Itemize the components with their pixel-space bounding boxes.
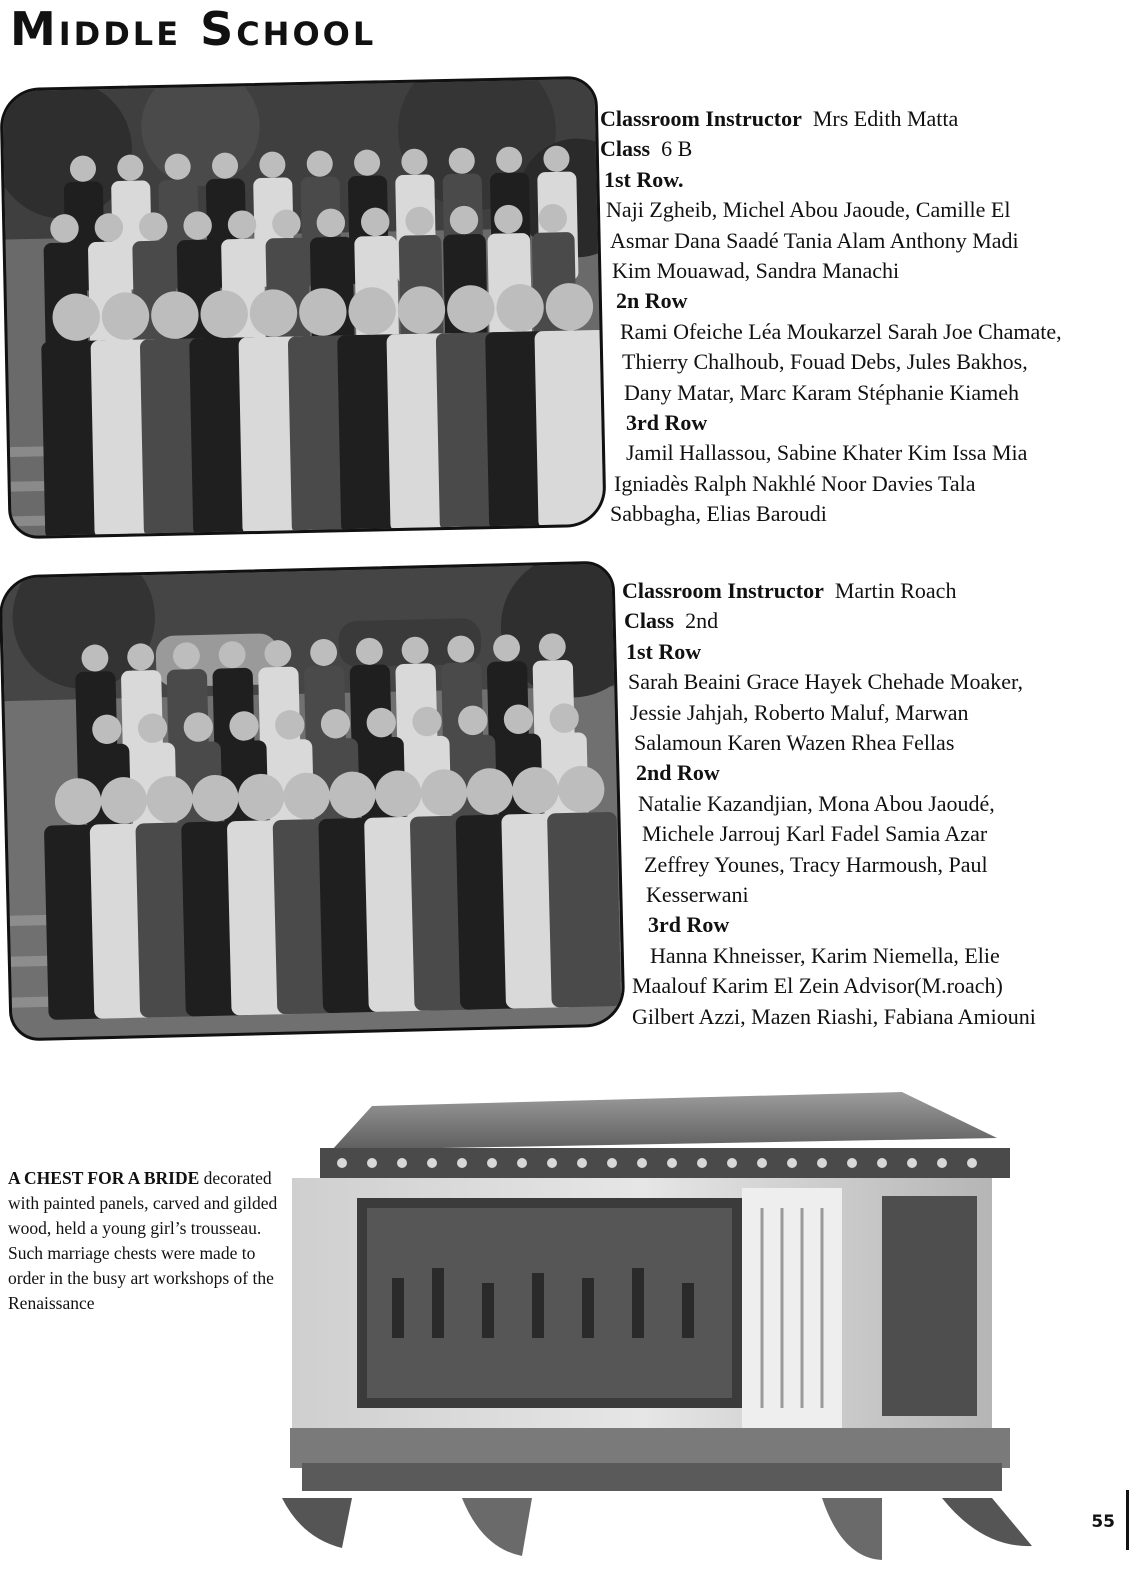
- caption-body: decorated with painted panels, carved and gilded wood, held a young girl’s trousseau. Such marriage chests were made to order in the busy art workshops of the Renaissance: [8, 1168, 278, 1313]
- row-names: Thierry Chalhoub, Fouad Debs, Jules Bakhos,: [622, 349, 1028, 375]
- class-6b-photo: [0, 76, 607, 539]
- row-heading: 2n Row: [616, 288, 688, 314]
- class-6b-roster: [600, 104, 1140, 530]
- row-heading: 3rd Row: [648, 912, 730, 938]
- row-names: Michele Jarrouj Karl Fadel Samia Azar: [642, 821, 988, 847]
- row-names: Rami Ofeiche Léa Moukarzel Sarah Joe Chamate,: [620, 318, 1062, 344]
- row-names: Hanna Khneisser, Karim Niemella, Elie: [650, 942, 1000, 968]
- row-names: Jamil Hallassou, Sabine Khater Kim Issa Mia: [626, 440, 1028, 466]
- row-heading: 1st Row: [626, 638, 702, 664]
- row-heading: 3rd Row: [626, 410, 708, 436]
- row-names: Natalie Kazandjian, Mona Abou Jaoudé,: [638, 790, 995, 816]
- row-heading: 2nd Row: [636, 760, 720, 786]
- instructor-line: Classroom Instructor Mrs Edith Matta: [600, 106, 959, 131]
- instructor-line: Classroom Instructor Martin Roach: [622, 578, 957, 603]
- row-names: Dany Matar, Marc Karam Stéphanie Kiameh: [624, 379, 1019, 405]
- row-names: Kesserwani: [646, 882, 749, 908]
- class-line: Class 6 B: [600, 136, 693, 162]
- row-names: Sabbagha, Elias Baroudi: [610, 501, 827, 527]
- person-body: [547, 812, 621, 1008]
- row-names: Gilbert Azzi, Mazen Riashi, Fabiana Amiouni: [632, 1003, 1036, 1029]
- row-names: Igniadès Ralph Nakhlé Noor Davies Tala: [614, 470, 976, 496]
- row-names: Salamoun Karen Wazen Rhea Fellas: [634, 730, 955, 756]
- page-title: Middle School: [10, 2, 377, 56]
- caption-title: A CHEST FOR A BRIDE: [8, 1168, 200, 1188]
- row-names: Naji Zgheib, Michel Abou Jaoude, Camille El: [606, 197, 1011, 223]
- row-names: Asmar Dana Saadé Tania Alam Anthony Madi: [610, 227, 1019, 253]
- person-body: [534, 330, 603, 529]
- class-2nd-photo: [0, 561, 626, 1042]
- row-names: Maalouf Karim El Zein Advisor(M.roach): [632, 973, 1003, 999]
- class-line: Class 2nd: [624, 608, 719, 634]
- row-names: Kim Mouawad, Sandra Manachi: [612, 258, 900, 284]
- chest-caption: [8, 1166, 278, 1316]
- page-number-rule: [1126, 1490, 1129, 1550]
- class-2nd-roster: [622, 576, 1122, 1032]
- row-names: Sarah Beaini Grace Hayek Chehade Moaker,: [628, 669, 1023, 695]
- row-names: Zeffrey Younes, Tracy Harmoush, Paul: [644, 851, 988, 877]
- row-heading: 1st Row.: [604, 166, 684, 192]
- row-names: Jessie Jahjah, Roberto Maluf, Marwan: [630, 699, 969, 725]
- bridal-chest-image: [262, 1078, 1042, 1568]
- page-number: 55: [1091, 1512, 1115, 1532]
